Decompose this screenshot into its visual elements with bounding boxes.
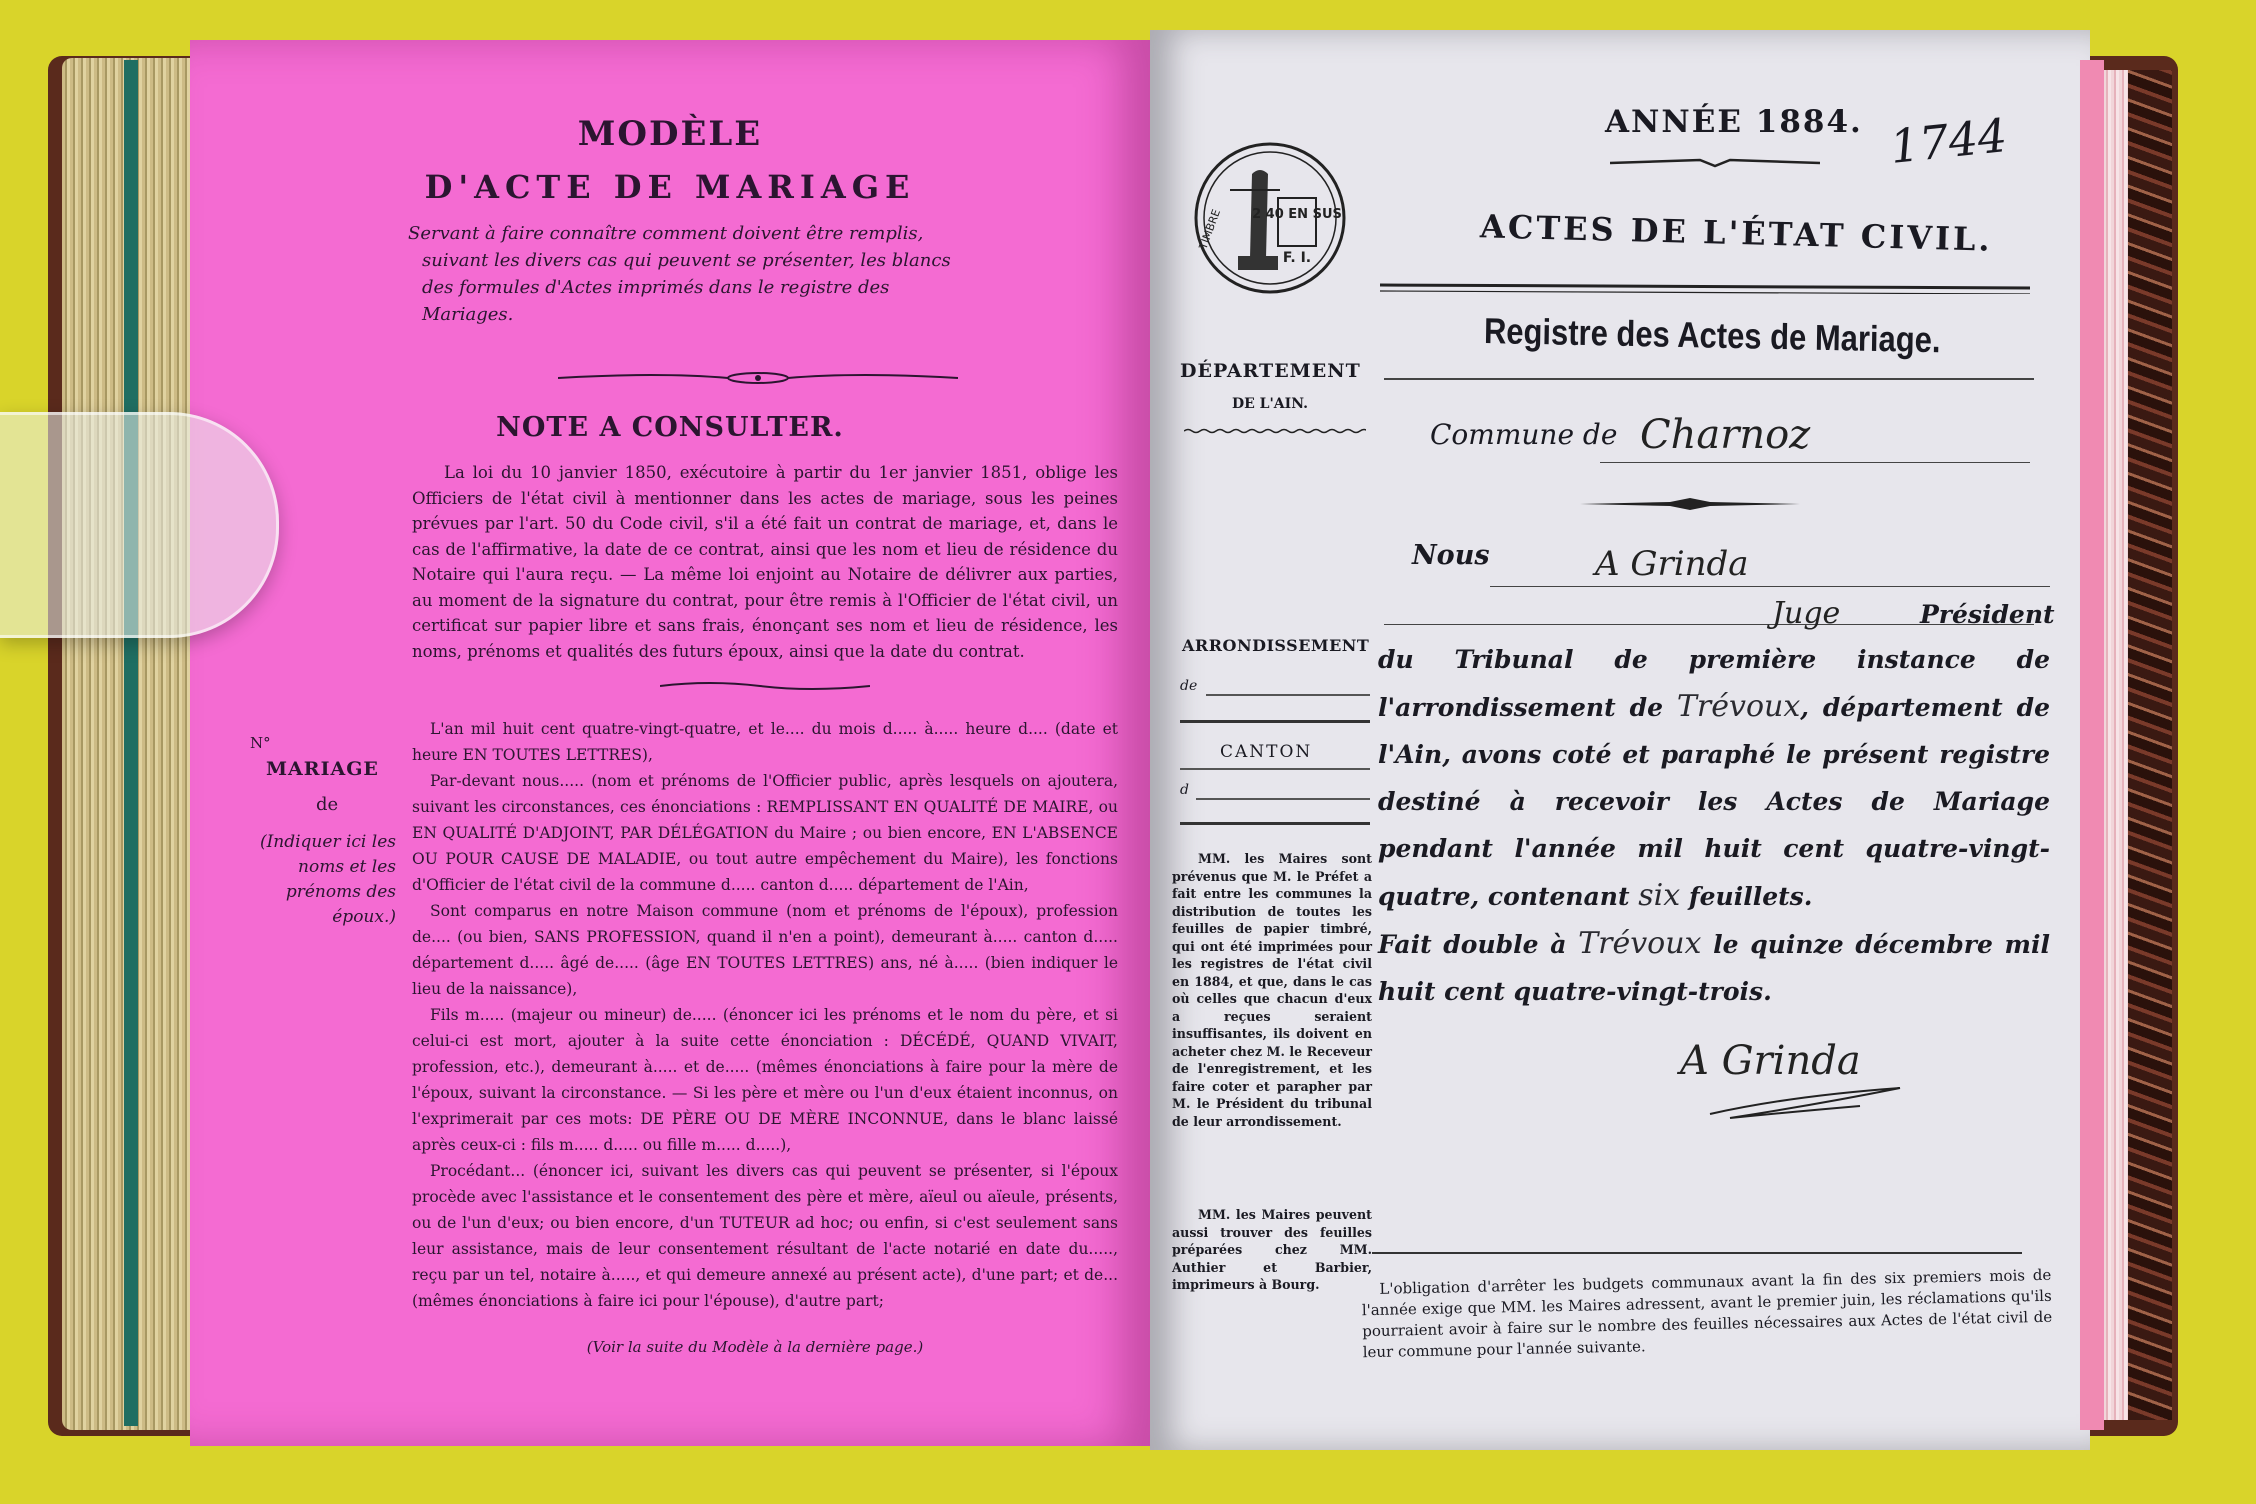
civil-status-title: ACTES DE L'ÉTAT CIVIL.: [1479, 207, 1994, 259]
model-body: [412, 716, 1118, 1314]
departement-value: DE L'AIN.: [1231, 396, 1308, 412]
rule: [1180, 768, 1370, 770]
body-text: feuillets.: [1688, 882, 1813, 911]
rule: [1384, 378, 2034, 380]
maires-notice: MM. les Maires sont prévenus que M. le Préfet a fait entre les communes la distribution de toutes les feuilles de papier timbré, qui ont été imprimées pour les registres de l'état civil en 1884, et que, dans le cas où celles que chacun d'eux a reçues seraient insuffisantes, ils doivent en acheter chez M. le Receveur de l'enregistrement, et les faire coter et parapher par M. le Président du tribunal de leur arrondissement.: [1172, 851, 1372, 1129]
arrondissement-handwritten: Trévoux: [1676, 689, 1801, 724]
judge-name-handwritten: A Grinda: [1595, 544, 1749, 584]
fait-date: le quinze décembre mil huit cent quatre-vingt-trois.: [1378, 930, 2050, 1006]
model-paragraph: Par-devant nous..... (nom et prénoms de l'Officier public, après lesquels on ajoutera, suivant les circonstances, ces énonciations : REMPLISSANT EN QUALITÉ DE MAIRE, ou EN QUALITÉ D'ADJOINT, PAR DÉLÉGATION du Maire ; ou bien encore, EN L'ABSENCE OU POUR CAUSE DE MALADIE, ou tout autre empêchement du Maire), les fonctions d'Officier de l'état civil de la commune d..... canton d..... département de l'Ain,: [412, 772, 1118, 894]
timbre-stamp-icon: [1190, 138, 1350, 298]
wavy-rule: [1184, 428, 1366, 434]
departement-label: DÉPARTEMENT: [1180, 360, 1361, 382]
continued-note: (Voir la suite du Modèle à la dernière page.): [586, 1338, 924, 1356]
right-page-register: [1150, 30, 2090, 1450]
note-heading: NOTE A CONSULTER.: [496, 412, 844, 443]
canton-d: d: [1180, 782, 1189, 798]
fill-line: [1600, 462, 2030, 463]
fill-line: [1490, 586, 2050, 587]
register-title: Registre des Actes de Mariage.: [1483, 310, 1941, 361]
year-heading: ANNÉE 1884.: [1605, 104, 1863, 140]
arrondissement-label: ARRONDISSEMENT: [1182, 636, 1370, 655]
double-rule: [1380, 282, 2030, 294]
body-text: , département de l'Ain, avons coté et paraphé le présent registre destiné à recevoir les Actes de Mariage pendant l'année mil huit cent quatre-vingt-quatre, contenant: [1378, 693, 2050, 911]
small-divider: [660, 680, 870, 692]
plastic-page-clip: [0, 412, 279, 638]
fait-lieu-handwritten: Trévoux: [1578, 926, 1702, 961]
note-paragraph: La loi du 10 janvier 1850, exécutoire à partir du 1er janvier 1851, oblige les Officiers de l'état civil à mentionner dans les actes de mariage, sous les peines prévues par l'art. 50 du Code civil, s'il a été fait un contrat de mariage, et, dans le cas de l'affirmative, la date de ce contrat, ainsi que les nom et lieu de résidence du Notaire qui l'aura reçu. — La même loi enjoint au Notaire de délivrer aux parties, au moment de la signature du contrat, pour être remis à l'Officier de l'état civil, un certificat sur papier libre et sans frais, énonçant ses nom et lieu de résidence, les noms, prénoms et qualités des futurs époux, ainsi que la date du contrat.: [412, 463, 1118, 661]
maires-notice-printers: MM. les Maires peuvent aussi trouver des feuilles préparées chez MM. Authier et Barbier, imprimeurs à Bourg.: [1172, 1207, 1372, 1292]
stamp-initials: F. I.: [1282, 250, 1312, 266]
commune-handwritten: Charnoz: [1640, 412, 1811, 458]
ornament-divider: [1580, 498, 1800, 510]
marbled-edge: [2128, 70, 2172, 1420]
certification-text: [1378, 636, 2050, 1015]
feuillets-handwritten: six: [1638, 878, 1681, 913]
green-flyleaf: [124, 60, 138, 1426]
ornament-divider: [558, 370, 958, 386]
commune-label: Commune de: [1430, 418, 1618, 451]
left-page-model: [190, 40, 1150, 1446]
model-paragraph: L'an mil huit cent quatre-vingt-quatre, et le.... du mois d..... à..... heure d.... (date et heure EN TOUTES LETTRES),: [412, 720, 1118, 764]
model-paragraph: Procédant... (énoncer ici, suivant les divers cas qui peuvent se présenter, si l'époux procède avec l'assistance et le consentement des père et mère, aïeul ou aïeule, présents, ou de l'un d'eux; ou bien encore, d'un TUTEUR ad hoc; ou enfin, si c'est seulement sans leur assistance, mais de leur consentement résultant de l'acte notarié en date du....., reçu par un tel, notaire à....., et qui demeure annexé au présent acte), d'une part; et de... (mêmes énonciations à faire ici pour l'épouse), d'autre part;: [412, 1162, 1118, 1310]
handwritten-register-number: 1744: [1887, 108, 2010, 174]
judge-signature: [1670, 1026, 1910, 1136]
signature-text: A Grinda: [1680, 1038, 1861, 1084]
model-paragraph: Fils m..... (majeur ou mineur) de..... (énoncer ici les prénoms et le nom du père, et si celui-ci est mort, ajouter à la suite cette énonciation : DÉCÉDÉ, QUAND VIVAIT, profession, etc.), demeurant à..... et de..... (mêmes énonciations à faire pour la mère de l'époux, suivant la circonstance. — Si les père et mère ou l'un d'eux étaient inconnus, on l'exprimerait par ces mots: DE PÈRE OU DE MÈRE INCONNUE, dans le blanc laissé après ceux-ci : fils m..... d..... ou fille m..... d.....),: [412, 1006, 1118, 1154]
stamp-label: TIMBRE: [1196, 207, 1224, 252]
margin-instruction: (Indiquer ici les noms et les prénoms des époux.): [259, 832, 396, 927]
model-description: Servant à faire connaître comment doivent être remplis, suivant les divers cas qui peuvent se présenter, les blancs des formules d'Actes imprimés dans le registre des Mariages.: [408, 223, 951, 325]
juge-handwritten: Juge: [1772, 596, 1841, 631]
margin-de-label: de: [316, 794, 339, 815]
model-paragraph: Sont comparus en notre Maison commune (nom et prénoms de l'époux), profession de.... (ou bien, SANS PROFESSION, quand il n'en a point), demeurant à..... canton d..... département d..... âgé de..... (âge EN TOUTES LETTRES) ans, né à..... (bien indiquer le lieu de la naissance),: [412, 902, 1118, 998]
footer-rule: [1372, 1252, 2022, 1254]
nous-label: Nous: [1412, 540, 1490, 571]
stamp-value: 2 40 EN SUS: [1252, 207, 1342, 222]
rule: [1180, 822, 1370, 825]
model-title: D'ACTE DE MARIAGE: [424, 168, 916, 206]
body-text: du Tribunal de première instance de l'arrondissement de: [1378, 645, 2050, 722]
rule: [1180, 720, 1370, 723]
canton-label: CANTON: [1220, 742, 1313, 762]
president-label: Président: [1920, 600, 2055, 629]
fill-line: [1196, 798, 1370, 800]
budget-notice: L'obligation d'arrêter les budgets communaux avant la fin des six premiers mois de l'année exige que MM. les Maires adressent, avant le premier juin, les réclamations qu'ils pourraient avoir à faire sur le nombre des feuilles nécessaires aux Actes de l'état civil de leur commune pour l'année suivante.: [1361, 1265, 2053, 1362]
margin-number-label: N°: [250, 734, 271, 752]
arrondissement-de: de: [1180, 678, 1198, 694]
pink-page-edge: [2080, 60, 2104, 1430]
fill-line: [1206, 694, 1370, 696]
model-heading: MODÈLE: [577, 114, 763, 154]
margin-mariage-label: MARIAGE: [266, 758, 379, 780]
rule: [1610, 158, 1820, 168]
fait-label: Fait double à: [1378, 930, 1567, 959]
